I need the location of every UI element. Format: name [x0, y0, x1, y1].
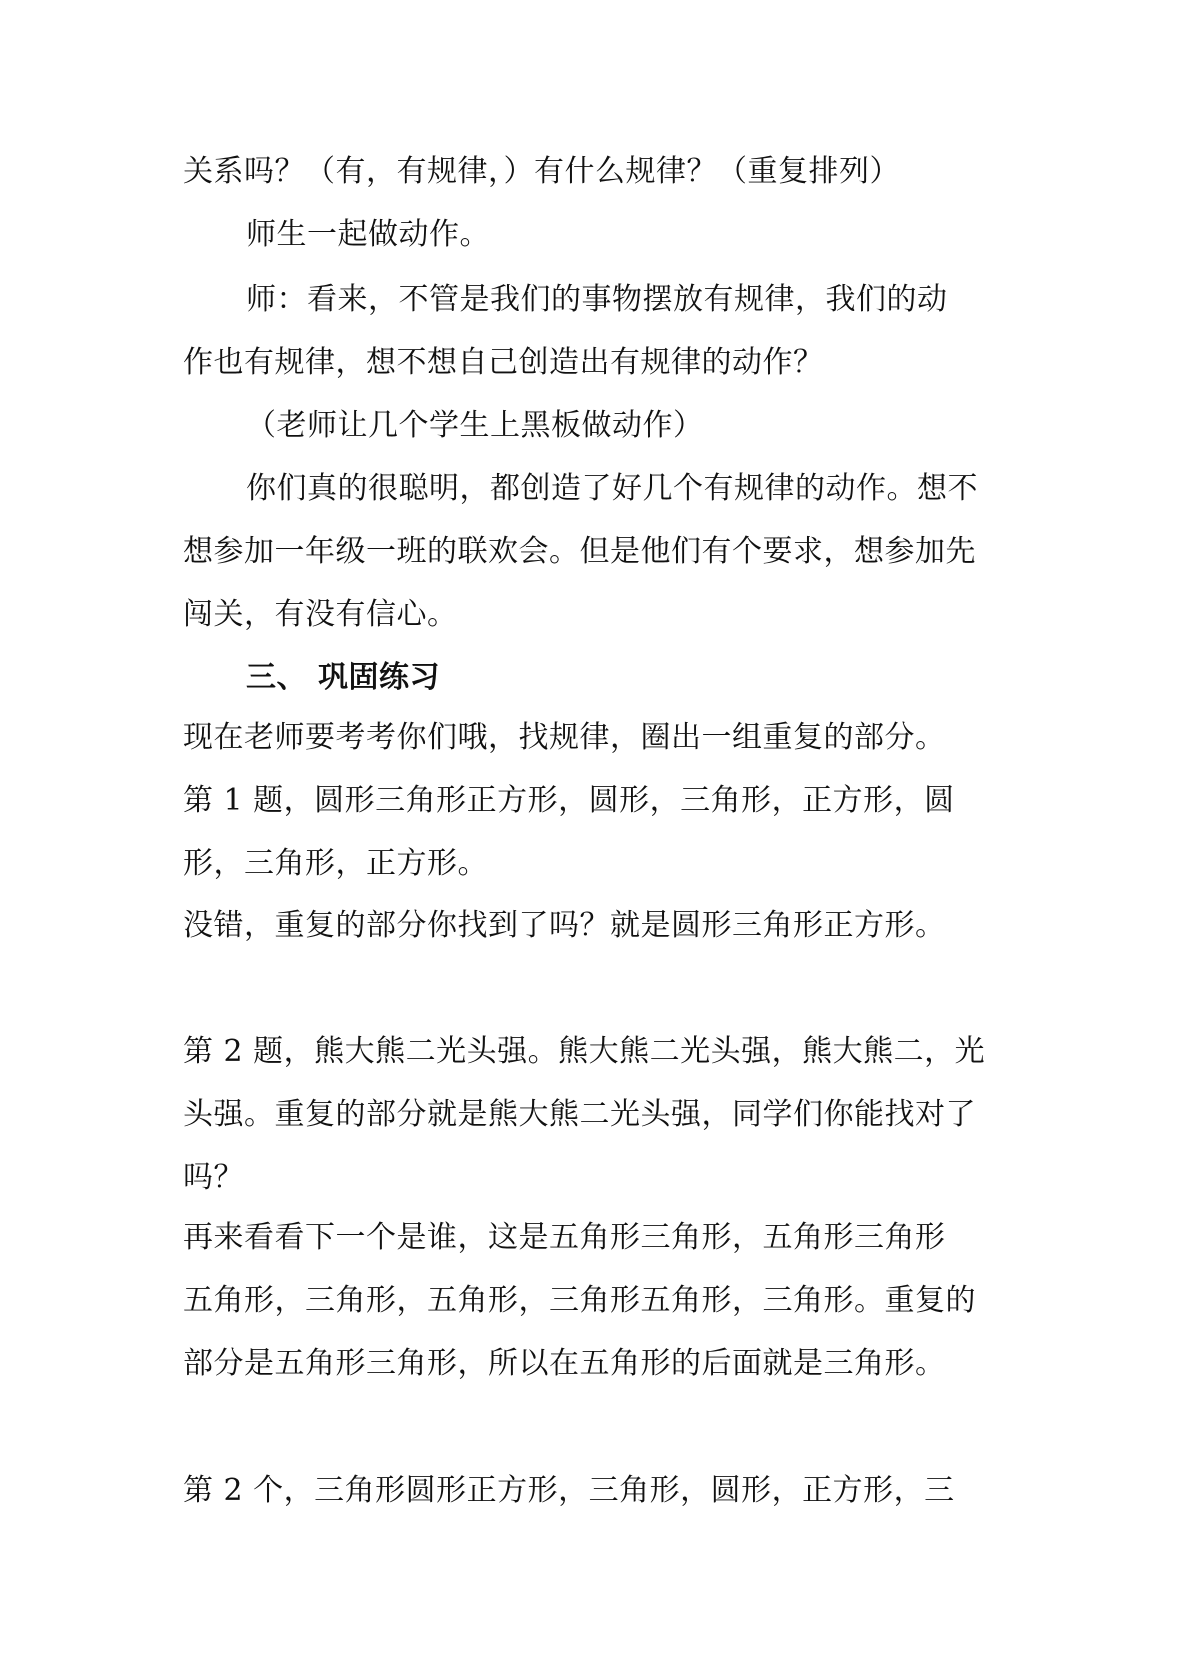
paragraph-line: 想参加一年级一班的联欢会。但是他们有个要求，想参加先	[183, 534, 976, 569]
paragraph-line: 第 2 题，熊大熊二光头强。熊大熊二光头强，熊大熊二，光	[183, 1034, 986, 1069]
paragraph-line: 师：看来，不管是我们的事物摆放有规律，我们的动	[246, 282, 948, 317]
paragraph-line: 五角形，三角形，五角形，三角形五角形，三角形。重复的	[183, 1283, 976, 1318]
paragraph-line: 没错，重复的部分你找到了吗？就是圆形三角形正方形。	[183, 908, 946, 943]
paragraph-line: 再来看看下一个是谁，这是五角形三角形，五角形三角形	[183, 1220, 946, 1255]
paragraph-line: 头强。重复的部分就是熊大熊二光头强，同学们你能找对了	[183, 1097, 976, 1132]
paragraph-line: 关系吗？（有，有规律，）有什么规律？（重复排列）	[183, 154, 900, 189]
paragraph-line: 形，三角形，正方形。	[183, 846, 488, 881]
section-heading: 三、 巩固练习	[246, 660, 440, 695]
paragraph-line: 部分是五角形三角形，所以在五角形的后面就是三角形。	[183, 1346, 946, 1381]
paragraph-line: 第 2 个，三角形圆形正方形，三角形，圆形，正方形，三	[183, 1473, 955, 1508]
paragraph-line: 作也有规律，想不想自己创造出有规律的动作？	[183, 345, 824, 380]
paragraph-line: 第 1 题，圆形三角形正方形，圆形，三角形，正方形，圆	[183, 783, 955, 818]
paragraph-line: 闯关，有没有信心。	[183, 597, 458, 632]
paragraph-line: 师生一起做动作。	[246, 217, 490, 252]
paragraph-line: 现在老师要考考你们哦，找规律，圈出一组重复的部分。	[183, 720, 946, 755]
paragraph-line: 你们真的很聪明，都创造了好几个有规律的动作。想不	[246, 471, 978, 506]
paragraph-line: （老师让几个学生上黑板做动作）	[246, 408, 704, 443]
paragraph-line: 吗？	[183, 1160, 244, 1195]
